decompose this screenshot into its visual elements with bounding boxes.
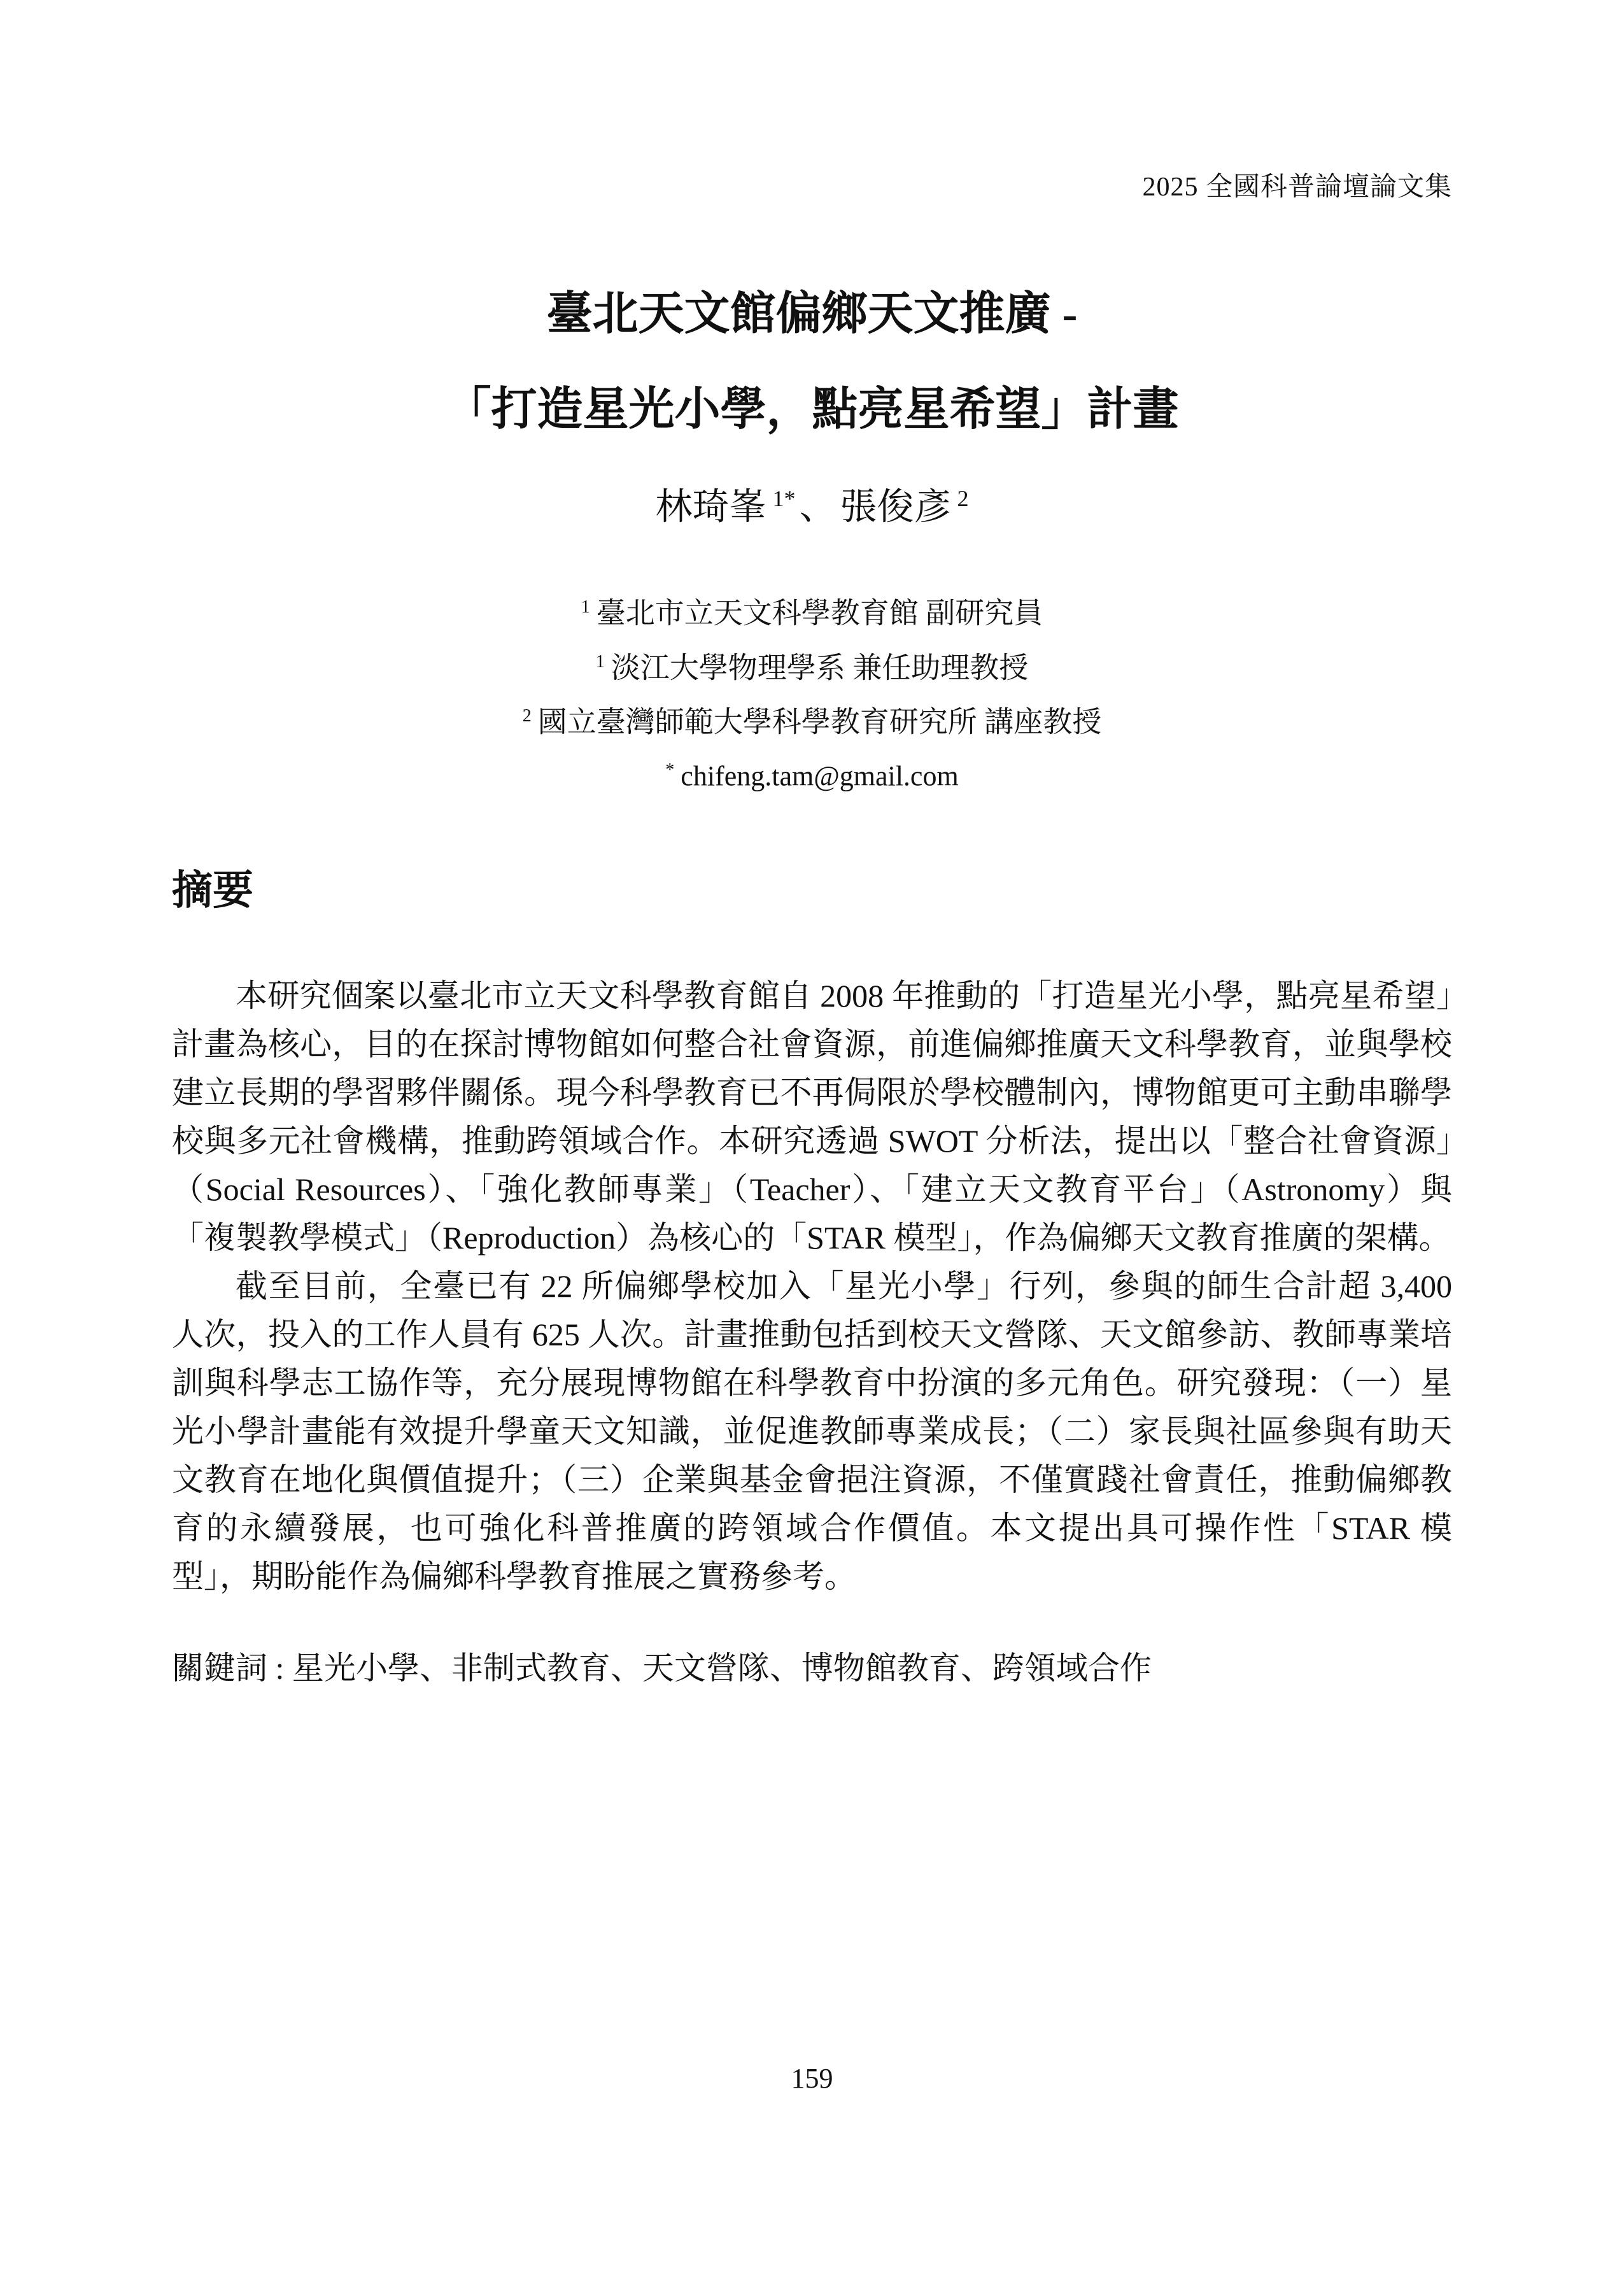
abstract-paragraph-1: 本研究個案以臺北市立天文科學教育館自 2008 年推動的「打造星光小學，點亮星希望」計畫為核心，目的在探討博物館如何整合社會資源，前進偏鄉推廣天文科學教育，並與學校建立長期的學習夥伴關係。現今科學教育已不再侷限於學校體制內，博物館更可主動串聯學校與多元社會機構，推動跨領域合作。本研究透過 SWOT 分析法，提出以「整合社會資源」（Social Resources）、「強化教師專業」（Teacher）、「建立天文教育平台」（Astronomy）與「複製教學模式」（Reproduction）為核心的「STAR 模型」，作為偏鄉天文教育推廣的架構。: [172, 977, 1452, 1256]
abstract-heading: 摘要: [172, 867, 253, 913]
affiliation-1-text: 臺北市立天文科學教育館 副研究員: [596, 597, 1043, 630]
authors-line: [172, 476, 1452, 529]
abstract-paragraph-2: 截至目前，全臺已有 22 所偏鄉學校加入「星光小學」行列，參與的師生合計超 3,400 人次，投入的工作人員有 625 人次。計畫推動包括到校天文營隊、天文館參訪、教師專業培訓與科學志工協作等，充分展現博物館在科學教育中扮演的多元角色。研究發現：（一）星光小學計畫能有效提升學童天文知識，並促進教師專業成長；（二）家長與社區參與有助天文教育在地化與價值提升；（三）企業與基金會挹注資源，不僅實踐社會責任，推動偏鄉教育的永續發展，也可強化科普推廣的跨領域合作價值。本文提出具可操作性「STAR 模型」，期盼能作為偏鄉科學教育推展之實務參考。: [172, 1268, 1452, 1594]
paper-title-line-1: 臺北天文館偏鄉天文推廣 -: [546, 288, 1078, 339]
page-number: 159: [791, 2063, 833, 2094]
email-line: [172, 746, 1452, 801]
email-superscript: *: [665, 760, 675, 781]
keywords-label: 關鍵詞 :: [172, 1650, 292, 1686]
affiliations-block: [172, 583, 1452, 801]
author-1-superscript: 1*: [772, 486, 796, 511]
affiliation-2-text: 淡江大學物理學系 兼任助理教授: [611, 651, 1029, 684]
affiliation-3-text: 國立臺灣師範大學科學教育研究所 講座教授: [537, 705, 1102, 739]
author-2-name: 張俊彥: [840, 486, 951, 528]
affiliation-2-superscript: 1: [595, 651, 605, 672]
affiliation-row: [172, 583, 1452, 637]
proceedings-header: 2025 全國科普論壇論文集: [1142, 173, 1452, 202]
author-1-name: 林琦峯: [655, 486, 766, 528]
paper-title-line-2: 「打造星光小學，點亮星希望」計畫: [445, 384, 1179, 435]
abstract-body: [172, 972, 1452, 1601]
affiliation-row: [172, 638, 1452, 692]
affiliation-row: [172, 692, 1452, 746]
affiliation-1-superscript: 1: [581, 597, 590, 618]
affiliation-3-superscript: 2: [522, 705, 532, 726]
keywords-text: 星光小學、非制式教育、天文營隊、博物館教育、跨領域合作: [292, 1650, 1152, 1686]
email-address: chifeng.tam@gmail.com: [681, 760, 959, 792]
author-2-superscript: 2: [957, 486, 969, 511]
author-separator: 、: [799, 486, 837, 528]
keywords-line: [172, 1644, 1452, 1692]
paper-title: [172, 266, 1452, 457]
